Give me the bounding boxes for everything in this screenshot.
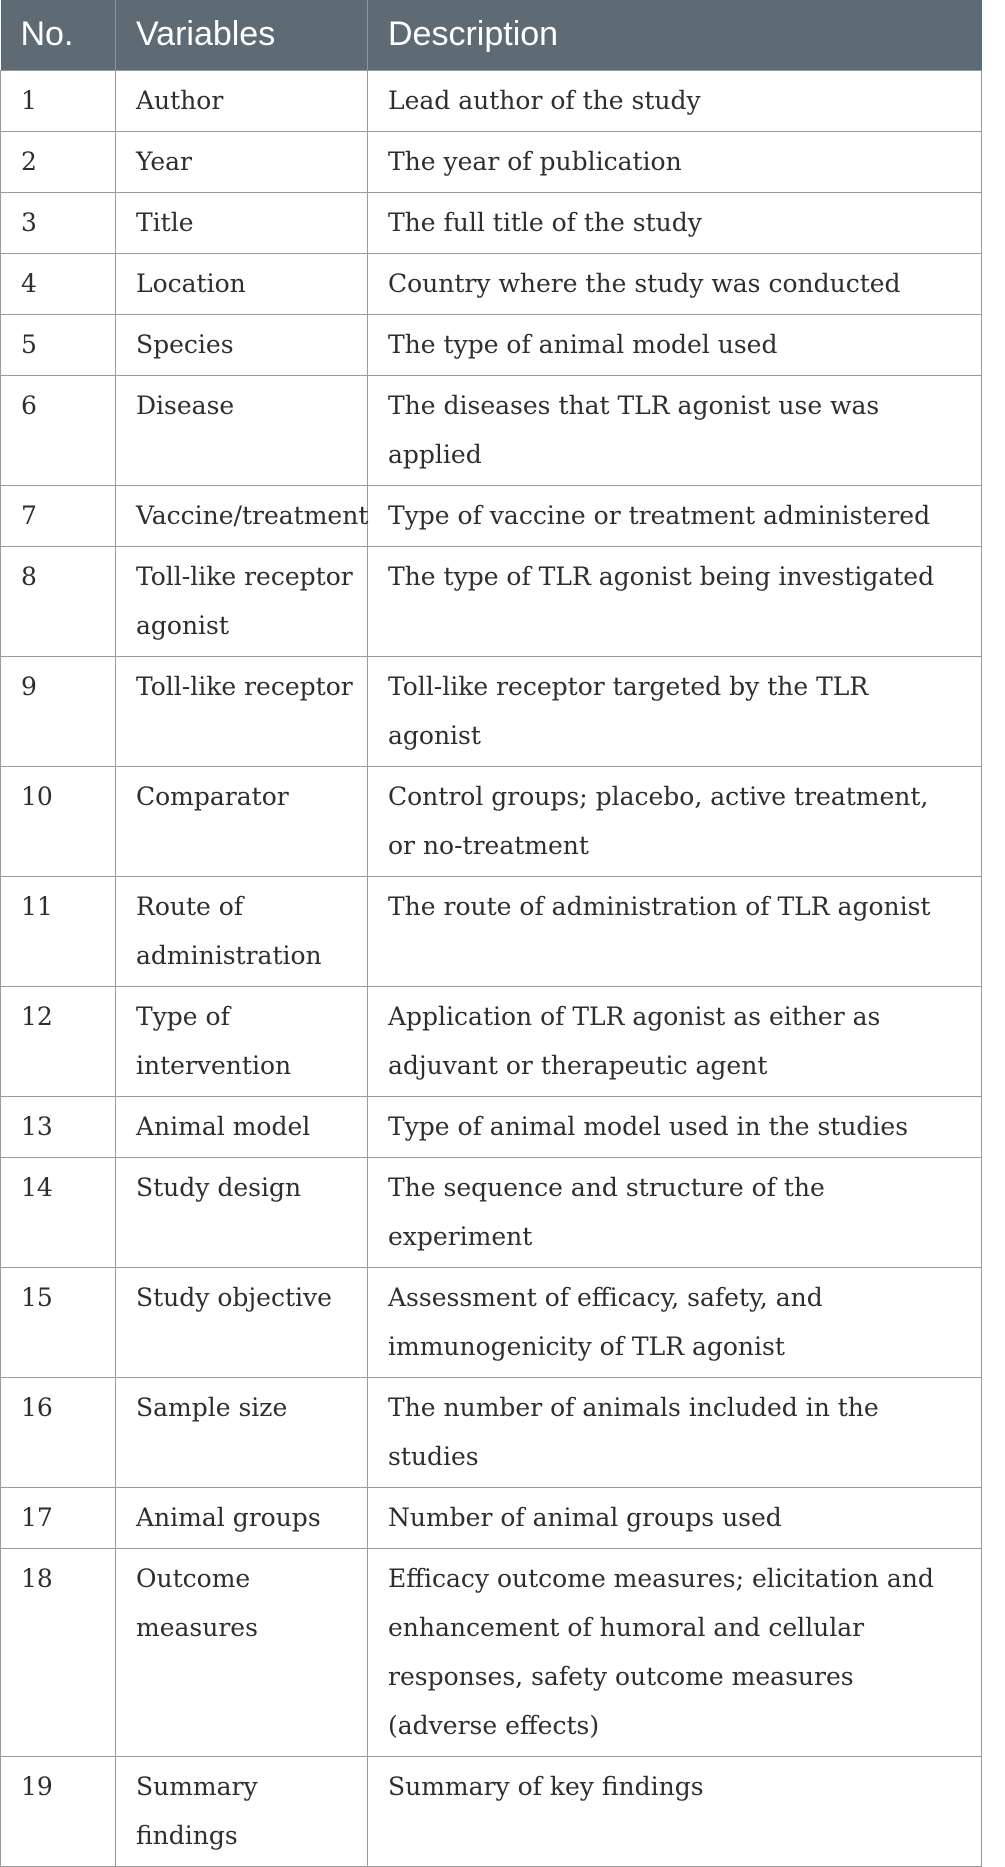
cell-variable: Summary findings [116, 1756, 368, 1866]
cell-no: 1 [1, 70, 116, 131]
cell-variable: Study design [116, 1157, 368, 1267]
table-row [1, 253, 982, 314]
cell-no: 4 [1, 253, 116, 314]
cell-no: 13 [1, 1096, 116, 1157]
cell-no: 6 [1, 375, 116, 485]
table-row [1, 876, 982, 986]
table-row [1, 1548, 982, 1756]
table-row [1, 766, 982, 876]
cell-no: 9 [1, 656, 116, 766]
cell-variable: Title [116, 192, 368, 253]
cell-description: Country where the study was conducted [368, 253, 982, 314]
cell-variable: Animal groups [116, 1487, 368, 1548]
cell-description: The diseases that TLR agonist use was applied [368, 375, 982, 485]
table-body [1, 70, 982, 1866]
table-row [1, 1157, 982, 1267]
table-row [1, 1756, 982, 1866]
cell-no: 17 [1, 1487, 116, 1548]
cell-variable: Toll-like receptor agonist [116, 546, 368, 656]
cell-description: Number of animal groups used [368, 1487, 982, 1548]
table-row [1, 70, 982, 131]
cell-no: 15 [1, 1267, 116, 1377]
cell-description: Type of vaccine or treatment administered [368, 485, 982, 546]
cell-description: Assessment of efficacy, safety, and immunogenicity of TLR agonist [368, 1267, 982, 1377]
cell-description: The type of TLR agonist being investigated [368, 546, 982, 656]
header-row [1, 0, 982, 70]
cell-no: 19 [1, 1756, 116, 1866]
cell-description: Type of animal model used in the studies [368, 1096, 982, 1157]
cell-no: 12 [1, 986, 116, 1096]
cell-variable: Species [116, 314, 368, 375]
cell-variable: Disease [116, 375, 368, 485]
cell-description: The sequence and structure of the experiment [368, 1157, 982, 1267]
cell-variable: Outcome measures [116, 1548, 368, 1756]
table-header [1, 0, 982, 70]
cell-description: Efficacy outcome measures; elicitation and enhancement of humoral and cellular responses, safety outcome measures (adverse effects) [368, 1548, 982, 1756]
cell-no: 14 [1, 1157, 116, 1267]
table-row [1, 1267, 982, 1377]
table-row [1, 1377, 982, 1487]
cell-no: 16 [1, 1377, 116, 1487]
table-row [1, 656, 982, 766]
table-row [1, 375, 982, 485]
cell-description: Control groups; placebo, active treatment, or no-treatment [368, 766, 982, 876]
cell-description: The year of publication [368, 131, 982, 192]
cell-variable: Type of intervention [116, 986, 368, 1096]
cell-no: 3 [1, 192, 116, 253]
cell-variable: Toll-like receptor [116, 656, 368, 766]
cell-description: Summary of key findings [368, 1756, 982, 1866]
table-row [1, 314, 982, 375]
cell-no: 10 [1, 766, 116, 876]
cell-variable: Route of administration [116, 876, 368, 986]
cell-description: Application of TLR agonist as either as adjuvant or therapeutic agent [368, 986, 982, 1096]
cell-variable: Year [116, 131, 368, 192]
cell-description: The route of administration of TLR agonist [368, 876, 982, 986]
cell-variable: Author [116, 70, 368, 131]
table-row [1, 131, 982, 192]
header-description: Description [368, 0, 982, 70]
cell-variable: Comparator [116, 766, 368, 876]
cell-no: 2 [1, 131, 116, 192]
cell-variable: Study objective [116, 1267, 368, 1377]
cell-description: The number of animals included in the studies [368, 1377, 982, 1487]
table-row [1, 485, 982, 546]
cell-variable: Animal model [116, 1096, 368, 1157]
table-row [1, 1487, 982, 1548]
cell-variable: Location [116, 253, 368, 314]
cell-description: The type of animal model used [368, 314, 982, 375]
header-no: No. [1, 0, 116, 70]
cell-description: Lead author of the study [368, 70, 982, 131]
cell-description: Toll-like receptor targeted by the TLR agonist [368, 656, 982, 766]
cell-no: 18 [1, 1548, 116, 1756]
cell-no: 5 [1, 314, 116, 375]
cell-description: The full title of the study [368, 192, 982, 253]
table-row [1, 1096, 982, 1157]
cell-variable: Sample size [116, 1377, 368, 1487]
table-row [1, 546, 982, 656]
table-row [1, 192, 982, 253]
cell-no: 11 [1, 876, 116, 986]
table-row [1, 986, 982, 1096]
cell-no: 7 [1, 485, 116, 546]
cell-variable: Vaccine/treatment [116, 485, 368, 546]
cell-no: 8 [1, 546, 116, 656]
header-variables: Variables [116, 0, 368, 70]
